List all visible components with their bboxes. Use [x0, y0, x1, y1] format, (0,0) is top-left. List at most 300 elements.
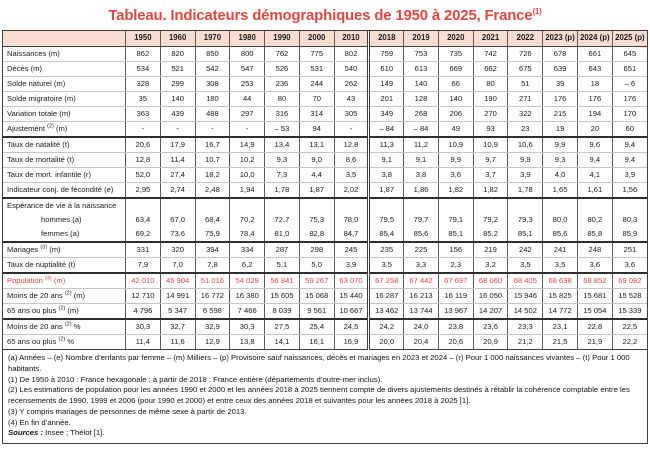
value-cell: 22,2 — [612, 335, 647, 350]
value-cell: 7 466 — [230, 304, 265, 320]
value-cell: 15 528 — [612, 289, 647, 304]
value-cell: 14,9 — [230, 137, 265, 153]
value-cell: 3,8 — [369, 168, 404, 183]
table-row — [3, 335, 647, 350]
value-cell: 10,7 — [195, 153, 230, 168]
value-cell: 85,2 — [473, 227, 508, 242]
label-text: 65 ans ou plus — [7, 337, 59, 347]
value-cell: 742 — [473, 47, 508, 62]
table-row — [3, 319, 647, 335]
value-cell: 9,3 — [265, 153, 300, 168]
value-cell: 251 — [612, 242, 647, 258]
value-cell: 79,7 — [404, 213, 439, 227]
value-cell: 759 — [369, 47, 404, 62]
label-text: Solde migratoire (m) — [7, 94, 76, 104]
value-cell: 23,1 — [543, 319, 578, 335]
table-header-row — [3, 31, 647, 47]
value-cell: 49 — [438, 122, 473, 138]
value-cell: 93 — [473, 122, 508, 138]
value-cell: 180 — [195, 92, 230, 107]
row-label — [3, 168, 126, 183]
footnote-1: (1) De 1950 à 2010 : France hexagonale ; à partir de 2018 : France entière (départements d’outre-mer inclus). — [8, 374, 383, 384]
value-cell: 305 — [334, 107, 369, 122]
value-cell: 80 — [473, 77, 508, 92]
value-cell: 10 667 — [334, 304, 369, 320]
label-text: hommes (a) — [41, 215, 82, 225]
value-cell: 85,9 — [612, 227, 647, 242]
value-cell: 63,4 — [126, 213, 161, 227]
row-label — [3, 92, 126, 107]
value-cell: 753 — [404, 47, 439, 62]
label-superscript: (4) — [45, 275, 52, 282]
value-cell: 322 — [508, 107, 543, 122]
row-label — [3, 258, 126, 274]
label-text: Taux de mort. infantile (r) — [7, 170, 91, 180]
table-row — [3, 47, 647, 62]
value-cell: 170 — [612, 107, 647, 122]
label-text: (m) — [53, 124, 68, 134]
value-cell: 297 — [230, 107, 265, 122]
value-cell: 176 — [577, 92, 612, 107]
value-cell: 10,6 — [508, 137, 543, 153]
value-cell — [404, 198, 439, 213]
year-header: 2024 (p) — [577, 31, 612, 47]
value-cell: 14,1 — [265, 335, 300, 350]
value-cell: 2,02 — [334, 183, 369, 199]
label-text: Taux de nuptialité (t) — [7, 260, 76, 270]
value-cell: 67,0 — [160, 213, 195, 227]
value-cell: 16,7 — [195, 137, 230, 153]
row-label — [3, 62, 126, 77]
value-cell: 11,2 — [404, 137, 439, 153]
footnote-2: (2) Les estimations de population pour les années 1990 et 2000 et les années 2018 à 2025 tiennent compte de divers ajustements destinés à rétablir la cohérence comptable entre les recensements de 1990, 1999 et 2006 (pour 1990 et 2000) et entre ceux des années 2018 et suivantes pour les années 2018 à 2025 [1]. — [8, 385, 630, 406]
value-cell: 30,3 — [230, 319, 265, 335]
value-cell — [195, 198, 230, 213]
year-header: 1980 — [230, 31, 265, 47]
label-text: Variation totale (m) — [7, 109, 71, 119]
value-cell: 9,6 — [577, 137, 612, 153]
value-cell: 488 — [195, 107, 230, 122]
footnotes — [3, 350, 647, 443]
value-cell: 298 — [299, 242, 334, 258]
value-cell: 242 — [508, 242, 543, 258]
value-cell: 51 016 — [195, 273, 230, 289]
value-cell: 13 967 — [438, 304, 473, 320]
value-cell: 299 — [160, 77, 195, 92]
value-cell: 11,4 — [160, 153, 195, 168]
row-label — [3, 319, 126, 335]
value-cell: 253 — [230, 77, 265, 92]
value-cell: 66 — [438, 77, 473, 92]
value-cell: 13 462 — [369, 304, 404, 320]
value-cell: 439 — [160, 107, 195, 122]
value-cell: 7,8 — [195, 258, 230, 274]
value-cell: 8 039 — [265, 304, 300, 320]
value-cell: 67 258 — [369, 273, 404, 289]
value-cell — [160, 198, 195, 213]
year-header: 1990 — [265, 31, 300, 47]
value-cell: 56 841 — [265, 273, 300, 289]
value-cell: 79,3 — [508, 213, 543, 227]
value-cell: 2,3 — [438, 258, 473, 274]
value-cell: 316 — [265, 107, 300, 122]
page-title — [2, 7, 648, 24]
value-cell: 16 380 — [230, 289, 265, 304]
value-cell: 314 — [299, 107, 334, 122]
value-cell: – 84 — [369, 122, 404, 138]
value-cell: 12 710 — [126, 289, 161, 304]
value-cell: 60 — [612, 122, 647, 138]
value-cell: 206 — [438, 107, 473, 122]
label-superscript: (2) — [64, 290, 72, 297]
table-row — [3, 107, 647, 122]
value-cell: 19 — [543, 122, 578, 138]
value-cell: – 84 — [404, 122, 439, 138]
value-cell: 85,1 — [438, 227, 473, 242]
value-cell: 308 — [195, 77, 230, 92]
label-text: 65 ans ou plus — [7, 306, 59, 316]
value-cell: 235 — [369, 242, 404, 258]
value-cell: 15 440 — [334, 289, 369, 304]
value-cell: 735 — [438, 47, 473, 62]
value-cell: 9,9 — [438, 153, 473, 168]
value-cell: 14 207 — [473, 304, 508, 320]
value-cell: 14 991 — [160, 289, 195, 304]
title-text: Tableau. Indicateurs démographiques de 1950 à 2025, France — [108, 7, 533, 24]
value-cell: 241 — [543, 242, 578, 258]
value-cell: 20 — [577, 122, 612, 138]
row-label — [3, 183, 126, 199]
demographics-table — [3, 31, 647, 350]
value-cell — [230, 198, 265, 213]
value-cell: 85,6 — [543, 227, 578, 242]
value-cell: 67 697 — [438, 273, 473, 289]
value-cell: 79,1 — [438, 213, 473, 227]
value-cell — [299, 198, 334, 213]
value-cell: 44 — [230, 92, 265, 107]
value-cell: 534 — [126, 62, 161, 77]
value-cell: 6 598 — [195, 304, 230, 320]
value-cell — [543, 198, 578, 213]
value-cell: 10,2 — [230, 153, 265, 168]
label-text: Ajustement — [7, 124, 48, 134]
value-cell: 68 638 — [543, 273, 578, 289]
value-cell: 70,2 — [230, 213, 265, 227]
value-cell: 11,3 — [369, 137, 404, 153]
label-text: Mariages — [7, 245, 41, 255]
value-cell: 140 — [438, 92, 473, 107]
value-cell: 63 070 — [334, 273, 369, 289]
table-row — [3, 183, 647, 199]
value-cell: 675 — [508, 62, 543, 77]
value-cell: 24,0 — [404, 319, 439, 335]
value-cell: 225 — [404, 242, 439, 258]
value-cell: 23 — [508, 122, 543, 138]
value-cell: 862 — [126, 47, 161, 62]
value-cell: 16 050 — [473, 289, 508, 304]
value-cell: 51 — [508, 77, 543, 92]
value-cell: 669 — [438, 62, 473, 77]
value-cell: 1,82 — [473, 183, 508, 199]
label-text: Indicateur conj. de fécondité (e) — [7, 185, 114, 195]
table-row — [3, 213, 647, 227]
value-cell: 1,61 — [577, 183, 612, 199]
value-cell: 35 — [126, 92, 161, 107]
value-cell: 10,9 — [473, 137, 508, 153]
value-cell: 245 — [334, 242, 369, 258]
year-header: 1960 — [160, 31, 195, 47]
value-cell: 661 — [577, 47, 612, 62]
value-cell: 9,3 — [543, 153, 578, 168]
value-cell: 68 405 — [508, 273, 543, 289]
value-cell: 22,8 — [577, 319, 612, 335]
label-text: Taux de natalité (t) — [7, 140, 70, 150]
value-cell: 13 744 — [404, 304, 439, 320]
value-cell: 18 — [577, 77, 612, 92]
value-cell: 3,7 — [473, 168, 508, 183]
value-cell: 726 — [508, 47, 543, 62]
value-cell: 3,6 — [438, 168, 473, 183]
value-cell: 363 — [126, 107, 161, 122]
value-cell: 80,0 — [543, 213, 578, 227]
value-cell: 7,0 — [160, 258, 195, 274]
value-cell: 613 — [404, 62, 439, 77]
value-cell: 15 681 — [577, 289, 612, 304]
value-cell: 45 904 — [160, 273, 195, 289]
value-cell — [334, 198, 369, 213]
value-cell: 6,2 — [230, 258, 265, 274]
value-cell: 1,87 — [299, 183, 334, 199]
value-cell: 3,6 — [612, 258, 647, 274]
value-cell: 68 852 — [577, 273, 612, 289]
label-text: (m) — [51, 276, 66, 286]
value-cell: 3,9 — [334, 258, 369, 274]
table-row — [3, 242, 647, 258]
value-cell: 15 946 — [508, 289, 543, 304]
value-cell: 526 — [265, 62, 300, 77]
value-cell: 16 119 — [438, 289, 473, 304]
value-cell: 9,1 — [369, 153, 404, 168]
footnote-abbreviations: (a) Années – (e) Nombre d’enfants par femme – (m) Milliers – (p) Provisoire sauf naissances, décès et mariages en 2023 et 2024 – (r) Pour 1 000 naissances vivantes – (t) Pour 1 000 habitants. — [8, 353, 630, 373]
value-cell: 394 — [195, 242, 230, 258]
row-label — [3, 153, 126, 168]
year-header: 2021 — [473, 31, 508, 47]
value-cell: 531 — [299, 62, 334, 77]
value-cell: 32,7 — [160, 319, 195, 335]
value-cell: 11,4 — [126, 335, 161, 350]
value-cell: 20,4 — [404, 335, 439, 350]
table-row — [3, 62, 647, 77]
value-cell: 1,78 — [508, 183, 543, 199]
value-cell: 80,2 — [577, 213, 612, 227]
value-cell: 20,0 — [369, 335, 404, 350]
value-cell: 59 267 — [299, 273, 334, 289]
value-cell: 20,6 — [438, 335, 473, 350]
value-cell: – 53 — [265, 122, 300, 138]
table-head — [3, 31, 647, 47]
row-label — [3, 137, 126, 153]
value-cell: 78,0 — [334, 213, 369, 227]
value-cell: 75,3 — [299, 213, 334, 227]
value-cell: 215 — [543, 107, 578, 122]
value-cell: 30,3 — [126, 319, 161, 335]
year-header: 1950 — [126, 31, 161, 47]
value-cell: 21,2 — [508, 335, 543, 350]
value-cell: 3,8 — [404, 168, 439, 183]
value-cell: 22,5 — [612, 319, 647, 335]
value-cell: 18,2 — [195, 168, 230, 183]
value-cell: - — [334, 122, 369, 138]
row-label — [3, 107, 126, 122]
row-label — [3, 122, 126, 138]
table-row — [3, 273, 647, 289]
label-text: Espérance de vie à la naissance — [7, 201, 117, 211]
value-cell: 639 — [543, 62, 578, 77]
value-cell: 800 — [230, 47, 265, 62]
value-cell: 4,1 — [577, 168, 612, 183]
value-cell: 201 — [369, 92, 404, 107]
value-cell: 236 — [265, 77, 300, 92]
row-label — [3, 47, 126, 62]
table-row — [3, 92, 647, 107]
value-cell: – 6 — [612, 77, 647, 92]
footnote-3: (3) Y compris mariages de personnes de même sexe à partir de 2013. — [8, 406, 247, 416]
table-body — [3, 47, 647, 350]
label-text: Taux de mortalité (t) — [7, 155, 75, 165]
value-cell: 9,0 — [299, 153, 334, 168]
label-superscript: (2) — [64, 321, 72, 328]
value-cell: 16 213 — [404, 289, 439, 304]
value-cell: 85,4 — [369, 227, 404, 242]
table-row — [3, 304, 647, 320]
value-cell: 15 825 — [543, 289, 578, 304]
table-row — [3, 153, 647, 168]
value-cell: 16,1 — [299, 335, 334, 350]
value-cell: 13,1 — [299, 137, 334, 153]
value-cell: 68,4 — [195, 213, 230, 227]
value-cell: 176 — [543, 92, 578, 107]
value-cell: 3,5 — [543, 258, 578, 274]
value-cell: 11,6 — [160, 335, 195, 350]
value-cell: 1,86 — [404, 183, 439, 199]
title-superscript: (1) — [532, 7, 542, 16]
value-cell: 15 605 — [265, 289, 300, 304]
value-cell: 194 — [577, 107, 612, 122]
row-label — [3, 198, 126, 213]
sources-label: Sources : — [8, 428, 44, 438]
table-row — [3, 198, 647, 213]
value-cell: 2,95 — [126, 183, 161, 199]
value-cell: 21,5 — [543, 335, 578, 350]
value-cell: 140 — [160, 92, 195, 107]
value-cell: 762 — [265, 47, 300, 62]
value-cell: 9,7 — [473, 153, 508, 168]
value-cell: 15 068 — [299, 289, 334, 304]
value-cell: 9,4 — [612, 137, 647, 153]
value-cell: 3,5 — [369, 258, 404, 274]
value-cell: 3,5 — [334, 168, 369, 183]
value-cell: 156 — [438, 242, 473, 258]
table-row — [3, 227, 647, 242]
row-label — [3, 227, 126, 242]
label-text: Décès (m) — [7, 64, 43, 74]
row-label — [3, 213, 126, 227]
value-cell: 32,9 — [195, 319, 230, 335]
value-cell: 82,8 — [299, 227, 334, 242]
value-cell: 78,4 — [230, 227, 265, 242]
value-cell: 20,6 — [126, 137, 161, 153]
value-cell: 70 — [299, 92, 334, 107]
value-cell: 79,2 — [473, 213, 508, 227]
value-cell: 80 — [265, 92, 300, 107]
value-cell: 9 561 — [299, 304, 334, 320]
year-header: 1970 — [195, 31, 230, 47]
value-cell: 21,9 — [577, 335, 612, 350]
label-superscript: (2) — [58, 336, 66, 343]
value-cell: 7,9 — [126, 258, 161, 274]
label-text: Moins de 20 ans — [7, 291, 65, 301]
value-cell: 10,9 — [438, 137, 473, 153]
value-cell: 128 — [404, 92, 439, 107]
value-cell: 9,9 — [543, 137, 578, 153]
year-header: 2020 — [438, 31, 473, 47]
value-cell: 3,9 — [612, 168, 647, 183]
value-cell: 349 — [369, 107, 404, 122]
value-cell: 16 287 — [369, 289, 404, 304]
value-cell: 5 347 — [160, 304, 195, 320]
value-cell: 3,9 — [508, 168, 543, 183]
label-text: (m) — [47, 245, 61, 255]
label-superscript: (2) — [58, 305, 66, 312]
value-cell: 23,6 — [473, 319, 508, 335]
value-cell: 17,9 — [160, 137, 195, 153]
label-text: (m) — [71, 291, 86, 301]
label-superscript: (3) — [40, 244, 48, 251]
value-cell: 75,9 — [195, 227, 230, 242]
value-cell: 521 — [160, 62, 195, 77]
value-cell: 610 — [369, 62, 404, 77]
value-cell: 7,3 — [265, 168, 300, 183]
value-cell: 540 — [334, 62, 369, 77]
value-cell: - — [230, 122, 265, 138]
value-cell: 54 029 — [230, 273, 265, 289]
value-cell: - — [126, 122, 161, 138]
table-row — [3, 137, 647, 153]
value-cell: 320 — [160, 242, 195, 258]
value-cell: 20,9 — [473, 335, 508, 350]
value-cell: 10,0 — [230, 168, 265, 183]
value-cell: 73,6 — [160, 227, 195, 242]
value-cell: 85,6 — [404, 227, 439, 242]
label-superscript: (2) — [47, 123, 54, 130]
table-row — [3, 168, 647, 183]
value-cell: 850 — [195, 47, 230, 62]
value-cell: 190 — [473, 92, 508, 107]
value-cell: 69 082 — [612, 273, 647, 289]
value-cell: 9,4 — [612, 153, 647, 168]
year-header: 2022 — [508, 31, 543, 47]
value-cell: 9,4 — [577, 153, 612, 168]
value-cell: 328 — [126, 77, 161, 92]
value-cell: 16,9 — [334, 335, 369, 350]
value-cell: 12,8 — [334, 137, 369, 153]
value-cell: 662 — [473, 62, 508, 77]
value-cell: 23,3 — [508, 319, 543, 335]
value-cell: - — [195, 122, 230, 138]
value-cell: 14 772 — [543, 304, 578, 320]
year-header: 2023 (p) — [543, 31, 578, 47]
value-cell: 3,2 — [473, 258, 508, 274]
